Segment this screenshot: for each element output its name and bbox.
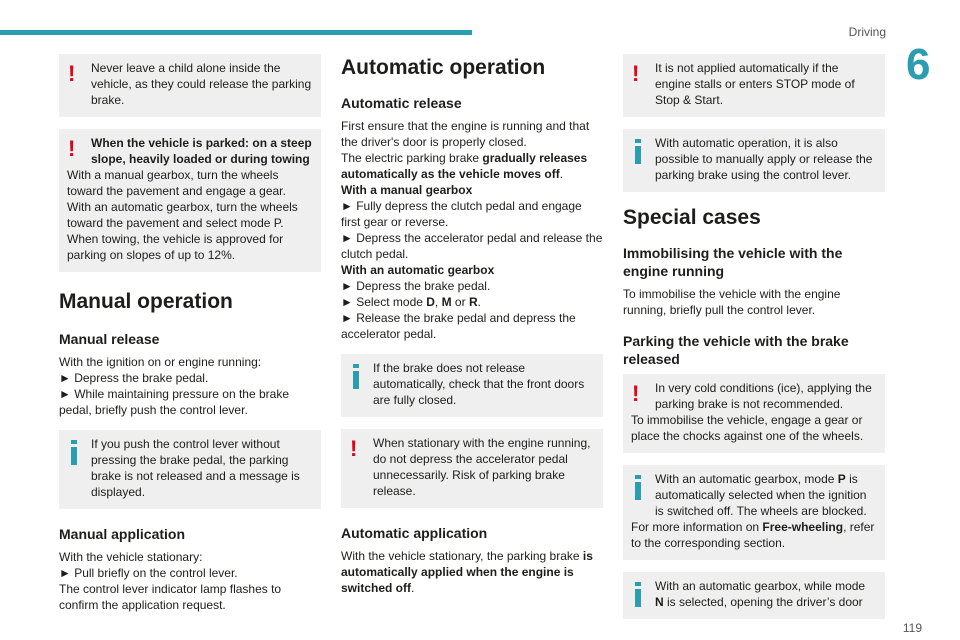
info-icon [68, 439, 82, 467]
warning-icon: ! [68, 61, 76, 86]
body-text: With the vehicle stationary: [59, 550, 203, 564]
warning-icon: ! [632, 61, 640, 86]
note-text: With an automatic gearbox, mode P is automatically selected when the ignition is switched off. The wheels are blocked. [655, 472, 867, 518]
step-text: ► Pull briefly on the control lever. [59, 566, 238, 580]
subsection-heading: Manual application [59, 526, 186, 542]
note-text: With automatic operation, it is also possible to manually apply or release the parking brake using the control lever. [655, 136, 873, 182]
note-line: When towing, the vehicle is approved for parking on slopes of up to 12%. [67, 232, 284, 262]
column-2 [341, 54, 603, 596]
info-note [623, 129, 885, 192]
chapter-number: 6 [906, 40, 931, 89]
step-text: ► Depress the brake pedal. [341, 279, 491, 293]
info-icon [632, 474, 646, 502]
note-text: It is not applied automatically if the engine stalls or enters STOP mode of Stop & Start. [655, 61, 855, 107]
body-text: To immobilise the vehicle with the engine running, briefly pull the control lever. [623, 287, 841, 317]
step-text: ► Depress the accelerator pedal and release the clutch pedal. [341, 231, 603, 261]
subsection-heading: Parking the vehicle with the brake released [623, 333, 849, 367]
body-text: First ensure that the engine is running and that the driver's door is properly closed. [341, 119, 590, 149]
note-text: If the brake does not release automatically, check that the front doors are fully closed. [373, 361, 585, 407]
note-text: Never leave a child alone inside the vehicle, as they could release the parking brake. [91, 61, 312, 107]
warning-note [59, 54, 321, 117]
note-title: When the vehicle is parked: on a steep slope, heavily loaded or during towing [91, 136, 312, 166]
warning-icon: ! [68, 136, 76, 161]
section-heading: Manual operation [59, 290, 233, 313]
warning-icon: ! [632, 381, 640, 406]
note-text: In very cold conditions (ice), applying the parking brake is not recommended. [655, 381, 872, 411]
step-text: ► While maintaining pressure on the brake pedal, briefly push the control lever. [59, 387, 289, 417]
info-note [623, 572, 885, 619]
subsection-heading: Automatic application [341, 525, 488, 541]
step-text: ► Release the brake pedal and depress the accelerator pedal. [341, 311, 576, 341]
note-line: With a manual gearbox, turn the wheels toward the pavement and engage a gear. [67, 168, 286, 198]
body-label: With an automatic gearbox [341, 263, 495, 277]
step-text: ► Fully depress the clutch pedal and engage first gear or reverse. [341, 199, 582, 229]
info-note [341, 354, 603, 417]
note-text: With an automatic gearbox, while mode N is selected, opening the driver’s door [655, 579, 866, 609]
note-text: For more information on Free-wheeling, refer to the corresponding section. [631, 520, 875, 550]
section-heading: Automatic operation [341, 56, 546, 79]
body-text: The control lever indicator lamp flashes to confirm the application request. [59, 582, 282, 612]
page-number: 119 [902, 621, 922, 635]
chapter-title: Driving [848, 25, 886, 39]
warning-note [341, 429, 603, 508]
body-text: With the vehicle stationary, the parking brake is automatically applied when the engine is switched off. [341, 549, 593, 595]
note-text: When stationary with the engine running, do not depress the accelerator pedal unnecessarily. Risk of parking brake release. [373, 436, 591, 498]
info-note [623, 465, 885, 560]
body-text: With the ignition on or engine running: [59, 355, 262, 369]
step-text: ► Depress the brake pedal. [59, 371, 209, 385]
warning-icon: ! [350, 436, 358, 461]
warning-note [623, 374, 885, 453]
note-line: With an automatic gearbox, turn the wheels toward the pavement and select mode P. [67, 200, 298, 230]
column-1 [59, 54, 321, 613]
step-text: ► Select mode D, M or R. [341, 295, 481, 309]
subsection-heading: Immobilising the vehicle with the engine running [623, 245, 843, 279]
column-3 [623, 54, 885, 619]
subsection-heading: Manual release [59, 331, 160, 347]
warning-note [623, 54, 885, 117]
info-icon [350, 363, 364, 391]
info-note [59, 430, 321, 509]
section-heading: Special cases [623, 206, 761, 229]
body-label: With a manual gearbox [341, 183, 473, 197]
chapter-accent-bar [0, 30, 472, 35]
warning-note [59, 129, 321, 272]
info-icon [632, 581, 646, 609]
body-text: The electric parking brake gradually releases automatically as the vehicle moves off. [341, 151, 588, 181]
note-text: To immobilise the vehicle, engage a gear or place the chocks against one of the wheels. [631, 413, 864, 443]
note-text: If you push the control lever without pressing the brake pedal, the parking brake is not released and a message is displayed. [91, 437, 300, 499]
subsection-heading: Automatic release [341, 95, 462, 111]
info-icon [632, 138, 646, 166]
